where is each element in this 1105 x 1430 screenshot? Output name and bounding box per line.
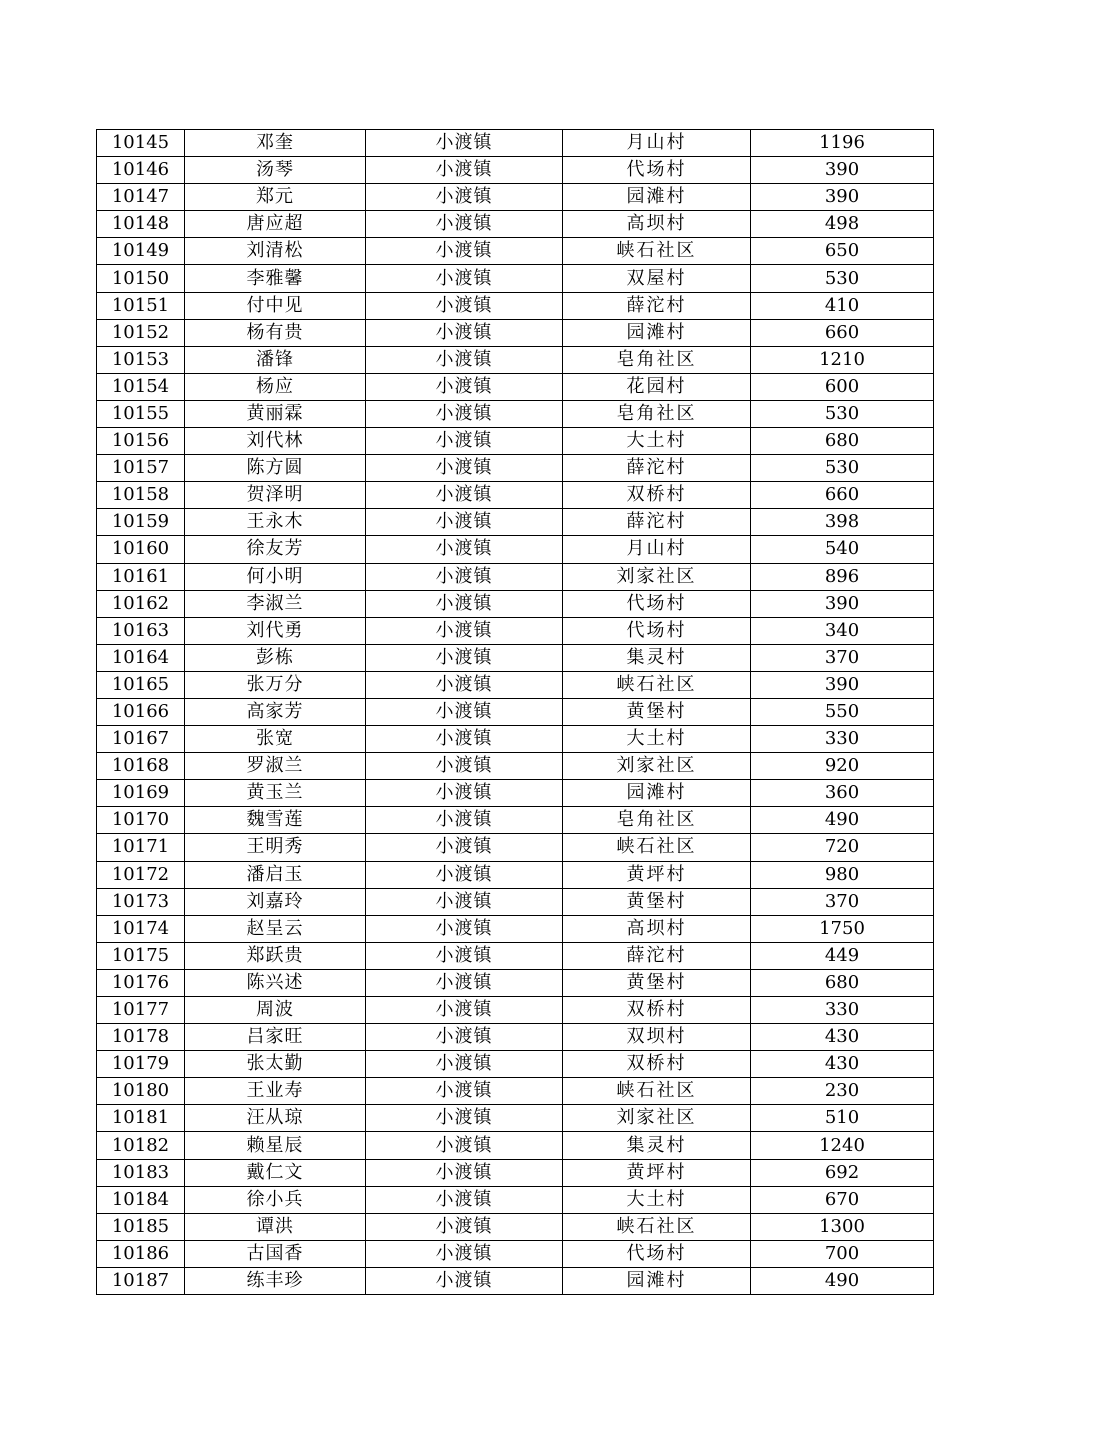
cell-id: 10160 (97, 536, 185, 563)
cell-town: 小渡镇 (366, 1078, 563, 1105)
cell-name: 戴仁文 (185, 1159, 366, 1186)
cell-village: 皂角社区 (563, 400, 751, 427)
cell-amount: 1210 (751, 346, 934, 373)
cell-name: 王业寿 (185, 1078, 366, 1105)
cell-amount: 230 (751, 1078, 934, 1105)
cell-name: 吕家旺 (185, 1024, 366, 1051)
cell-amount: 330 (751, 726, 934, 753)
cell-village: 双桥村 (563, 482, 751, 509)
cell-town: 小渡镇 (366, 1132, 563, 1159)
cell-village: 峡石社区 (563, 238, 751, 265)
cell-town: 小渡镇 (366, 373, 563, 400)
cell-town: 小渡镇 (366, 834, 563, 861)
cell-town: 小渡镇 (366, 915, 563, 942)
cell-id: 10186 (97, 1240, 185, 1267)
cell-id: 10165 (97, 671, 185, 698)
cell-name: 黄丽霖 (185, 400, 366, 427)
cell-town: 小渡镇 (366, 400, 563, 427)
cell-village: 高坝村 (563, 915, 751, 942)
cell-name: 唐应超 (185, 211, 366, 238)
cell-town: 小渡镇 (366, 780, 563, 807)
cell-id: 10168 (97, 753, 185, 780)
cell-town: 小渡镇 (366, 211, 563, 238)
cell-village: 黄坪村 (563, 861, 751, 888)
cell-name: 汪从琼 (185, 1105, 366, 1132)
table-row (97, 834, 934, 861)
cell-amount: 490 (751, 1267, 934, 1294)
cell-name: 张太勤 (185, 1051, 366, 1078)
cell-amount: 449 (751, 942, 934, 969)
cell-village: 薛沱村 (563, 942, 751, 969)
cell-amount: 510 (751, 1105, 934, 1132)
cell-village: 刘家社区 (563, 1105, 751, 1132)
cell-name: 郑元 (185, 184, 366, 211)
table-row (97, 997, 934, 1024)
table-row (97, 1024, 934, 1051)
table-row (97, 455, 934, 482)
cell-town: 小渡镇 (366, 428, 563, 455)
cell-amount: 330 (751, 997, 934, 1024)
cell-village: 峡石社区 (563, 671, 751, 698)
cell-id: 10148 (97, 211, 185, 238)
cell-amount: 390 (751, 184, 934, 211)
cell-town: 小渡镇 (366, 509, 563, 536)
table-row (97, 238, 934, 265)
cell-id: 10162 (97, 590, 185, 617)
table-row (97, 536, 934, 563)
cell-town: 小渡镇 (366, 644, 563, 671)
table-row (97, 400, 934, 427)
cell-village: 月山村 (563, 130, 751, 157)
cell-name: 魏雪莲 (185, 807, 366, 834)
cell-village: 代场村 (563, 157, 751, 184)
table-row (97, 1267, 934, 1294)
cell-name: 何小明 (185, 563, 366, 590)
table-row (97, 942, 934, 969)
cell-village: 薛沱村 (563, 292, 751, 319)
cell-village: 黄堡村 (563, 888, 751, 915)
table-row (97, 807, 934, 834)
table-row (97, 1132, 934, 1159)
cell-name: 王明秀 (185, 834, 366, 861)
cell-town: 小渡镇 (366, 671, 563, 698)
table-row (97, 373, 934, 400)
cell-id: 10178 (97, 1024, 185, 1051)
cell-id: 10177 (97, 997, 185, 1024)
table-row (97, 617, 934, 644)
cell-village: 双桥村 (563, 1051, 751, 1078)
cell-id: 10153 (97, 346, 185, 373)
cell-village: 双屋村 (563, 265, 751, 292)
cell-id: 10147 (97, 184, 185, 211)
cell-id: 10176 (97, 969, 185, 996)
cell-town: 小渡镇 (366, 265, 563, 292)
cell-id: 10183 (97, 1159, 185, 1186)
table-row (97, 292, 934, 319)
table-row (97, 671, 934, 698)
cell-town: 小渡镇 (366, 130, 563, 157)
cell-village: 园滩村 (563, 1267, 751, 1294)
table-row (97, 265, 934, 292)
cell-town: 小渡镇 (366, 1240, 563, 1267)
cell-amount: 1750 (751, 915, 934, 942)
cell-town: 小渡镇 (366, 1024, 563, 1051)
cell-amount: 398 (751, 509, 934, 536)
cell-amount: 430 (751, 1051, 934, 1078)
cell-name: 古国香 (185, 1240, 366, 1267)
cell-amount: 370 (751, 888, 934, 915)
cell-village: 皂角社区 (563, 807, 751, 834)
cell-amount: 660 (751, 482, 934, 509)
cell-amount: 498 (751, 211, 934, 238)
table-row (97, 157, 934, 184)
cell-village: 双坝村 (563, 1024, 751, 1051)
cell-name: 张宽 (185, 726, 366, 753)
cell-name: 潘启玉 (185, 861, 366, 888)
table-row (97, 563, 934, 590)
cell-id: 10167 (97, 726, 185, 753)
cell-name: 赖星辰 (185, 1132, 366, 1159)
cell-village: 薛沱村 (563, 509, 751, 536)
cell-name: 陈方圆 (185, 455, 366, 482)
cell-town: 小渡镇 (366, 753, 563, 780)
cell-id: 10187 (97, 1267, 185, 1294)
cell-amount: 692 (751, 1159, 934, 1186)
cell-name: 练丰珍 (185, 1267, 366, 1294)
cell-amount: 700 (751, 1240, 934, 1267)
table-row (97, 590, 934, 617)
cell-id: 10149 (97, 238, 185, 265)
cell-amount: 600 (751, 373, 934, 400)
cell-name: 黄玉兰 (185, 780, 366, 807)
cell-id: 10163 (97, 617, 185, 644)
cell-name: 罗淑兰 (185, 753, 366, 780)
cell-amount: 530 (751, 400, 934, 427)
cell-name: 徐友芳 (185, 536, 366, 563)
cell-name: 刘嘉玲 (185, 888, 366, 915)
cell-id: 10172 (97, 861, 185, 888)
table-row (97, 211, 934, 238)
cell-id: 10174 (97, 915, 185, 942)
cell-name: 邓奎 (185, 130, 366, 157)
cell-name: 高家芳 (185, 698, 366, 725)
cell-amount: 660 (751, 319, 934, 346)
cell-amount: 490 (751, 807, 934, 834)
table-row (97, 184, 934, 211)
table-row (97, 644, 934, 671)
cell-id: 10155 (97, 400, 185, 427)
table-row (97, 969, 934, 996)
cell-id: 10184 (97, 1186, 185, 1213)
table-row (97, 861, 934, 888)
cell-name: 李雅馨 (185, 265, 366, 292)
cell-town: 小渡镇 (366, 1159, 563, 1186)
cell-town: 小渡镇 (366, 184, 563, 211)
cell-amount: 360 (751, 780, 934, 807)
cell-village: 代场村 (563, 1240, 751, 1267)
cell-village: 园滩村 (563, 780, 751, 807)
cell-id: 10170 (97, 807, 185, 834)
cell-name: 潘锋 (185, 346, 366, 373)
cell-amount: 920 (751, 753, 934, 780)
cell-name: 赵呈云 (185, 915, 366, 942)
cell-id: 10159 (97, 509, 185, 536)
cell-name: 谭洪 (185, 1213, 366, 1240)
cell-amount: 980 (751, 861, 934, 888)
cell-town: 小渡镇 (366, 698, 563, 725)
cell-town: 小渡镇 (366, 1267, 563, 1294)
cell-town: 小渡镇 (366, 726, 563, 753)
cell-name: 杨应 (185, 373, 366, 400)
cell-id: 10179 (97, 1051, 185, 1078)
cell-amount: 1300 (751, 1213, 934, 1240)
cell-town: 小渡镇 (366, 482, 563, 509)
cell-town: 小渡镇 (366, 1186, 563, 1213)
table-row (97, 482, 934, 509)
table-row (97, 1051, 934, 1078)
cell-name: 刘清松 (185, 238, 366, 265)
cell-name: 付中见 (185, 292, 366, 319)
cell-town: 小渡镇 (366, 861, 563, 888)
cell-amount: 370 (751, 644, 934, 671)
cell-amount: 410 (751, 292, 934, 319)
cell-id: 10156 (97, 428, 185, 455)
cell-village: 峡石社区 (563, 1078, 751, 1105)
cell-id: 10154 (97, 373, 185, 400)
cell-id: 10166 (97, 698, 185, 725)
cell-id: 10158 (97, 482, 185, 509)
cell-id: 10152 (97, 319, 185, 346)
cell-village: 集灵村 (563, 644, 751, 671)
cell-name: 郑跃贵 (185, 942, 366, 969)
cell-village: 园滩村 (563, 319, 751, 346)
table-row (97, 130, 934, 157)
cell-amount: 1240 (751, 1132, 934, 1159)
cell-id: 10175 (97, 942, 185, 969)
cell-id: 10181 (97, 1105, 185, 1132)
table-row (97, 1213, 934, 1240)
cell-amount: 670 (751, 1186, 934, 1213)
cell-id: 10145 (97, 130, 185, 157)
cell-name: 周波 (185, 997, 366, 1024)
cell-amount: 720 (751, 834, 934, 861)
cell-id: 10157 (97, 455, 185, 482)
table-body (97, 130, 934, 1295)
cell-village: 皂角社区 (563, 346, 751, 373)
cell-name: 杨有贵 (185, 319, 366, 346)
table-row (97, 428, 934, 455)
cell-village: 月山村 (563, 536, 751, 563)
cell-town: 小渡镇 (366, 942, 563, 969)
cell-village: 高坝村 (563, 211, 751, 238)
table-row (97, 1078, 934, 1105)
cell-village: 刘家社区 (563, 753, 751, 780)
cell-id: 10185 (97, 1213, 185, 1240)
table-row (97, 319, 934, 346)
cell-town: 小渡镇 (366, 346, 563, 373)
table-row (97, 698, 934, 725)
cell-town: 小渡镇 (366, 563, 563, 590)
cell-village: 双桥村 (563, 997, 751, 1024)
cell-name: 李淑兰 (185, 590, 366, 617)
cell-id: 10164 (97, 644, 185, 671)
table-row (97, 726, 934, 753)
cell-id: 10146 (97, 157, 185, 184)
cell-town: 小渡镇 (366, 590, 563, 617)
cell-village: 大土村 (563, 726, 751, 753)
cell-town: 小渡镇 (366, 238, 563, 265)
cell-village: 黄坪村 (563, 1159, 751, 1186)
cell-town: 小渡镇 (366, 969, 563, 996)
cell-amount: 896 (751, 563, 934, 590)
table-row (97, 915, 934, 942)
cell-amount: 430 (751, 1024, 934, 1051)
cell-name: 刘代勇 (185, 617, 366, 644)
cell-name: 刘代林 (185, 428, 366, 455)
cell-town: 小渡镇 (366, 319, 563, 346)
cell-id: 10171 (97, 834, 185, 861)
cell-town: 小渡镇 (366, 1105, 563, 1132)
cell-town: 小渡镇 (366, 157, 563, 184)
table-row (97, 753, 934, 780)
cell-town: 小渡镇 (366, 1051, 563, 1078)
cell-village: 集灵村 (563, 1132, 751, 1159)
cell-amount: 530 (751, 455, 934, 482)
cell-name: 彭栋 (185, 644, 366, 671)
cell-amount: 540 (751, 536, 934, 563)
cell-id: 10182 (97, 1132, 185, 1159)
table-row (97, 888, 934, 915)
table-row (97, 1240, 934, 1267)
table-row (97, 1186, 934, 1213)
cell-village: 黄堡村 (563, 698, 751, 725)
table-row (97, 509, 934, 536)
cell-id: 10150 (97, 265, 185, 292)
cell-village: 园滩村 (563, 184, 751, 211)
cell-village: 代场村 (563, 590, 751, 617)
cell-town: 小渡镇 (366, 997, 563, 1024)
cell-village: 代场村 (563, 617, 751, 644)
cell-name: 王永木 (185, 509, 366, 536)
cell-id: 10169 (97, 780, 185, 807)
cell-village: 黄堡村 (563, 969, 751, 996)
cell-id: 10173 (97, 888, 185, 915)
cell-town: 小渡镇 (366, 455, 563, 482)
cell-id: 10151 (97, 292, 185, 319)
cell-name: 张万分 (185, 671, 366, 698)
cell-village: 大土村 (563, 1186, 751, 1213)
cell-amount: 390 (751, 157, 934, 184)
cell-amount: 340 (751, 617, 934, 644)
cell-town: 小渡镇 (366, 536, 563, 563)
cell-name: 汤琴 (185, 157, 366, 184)
cell-town: 小渡镇 (366, 617, 563, 644)
table-row (97, 1159, 934, 1186)
cell-amount: 680 (751, 969, 934, 996)
cell-village: 刘家社区 (563, 563, 751, 590)
cell-village: 大土村 (563, 428, 751, 455)
cell-amount: 390 (751, 590, 934, 617)
cell-town: 小渡镇 (366, 1213, 563, 1240)
cell-amount: 530 (751, 265, 934, 292)
table-row (97, 1105, 934, 1132)
cell-amount: 650 (751, 238, 934, 265)
cell-name: 陈兴述 (185, 969, 366, 996)
cell-town: 小渡镇 (366, 292, 563, 319)
cell-town: 小渡镇 (366, 807, 563, 834)
cell-town: 小渡镇 (366, 888, 563, 915)
cell-village: 薛沱村 (563, 455, 751, 482)
cell-name: 贺泽明 (185, 482, 366, 509)
data-table (96, 129, 934, 1295)
cell-village: 峡石社区 (563, 1213, 751, 1240)
cell-amount: 550 (751, 698, 934, 725)
cell-name: 徐小兵 (185, 1186, 366, 1213)
cell-amount: 390 (751, 671, 934, 698)
cell-id: 10161 (97, 563, 185, 590)
table-row (97, 346, 934, 373)
cell-amount: 680 (751, 428, 934, 455)
cell-amount: 1196 (751, 130, 934, 157)
table-row (97, 780, 934, 807)
cell-village: 峡石社区 (563, 834, 751, 861)
cell-village: 花园村 (563, 373, 751, 400)
cell-id: 10180 (97, 1078, 185, 1105)
